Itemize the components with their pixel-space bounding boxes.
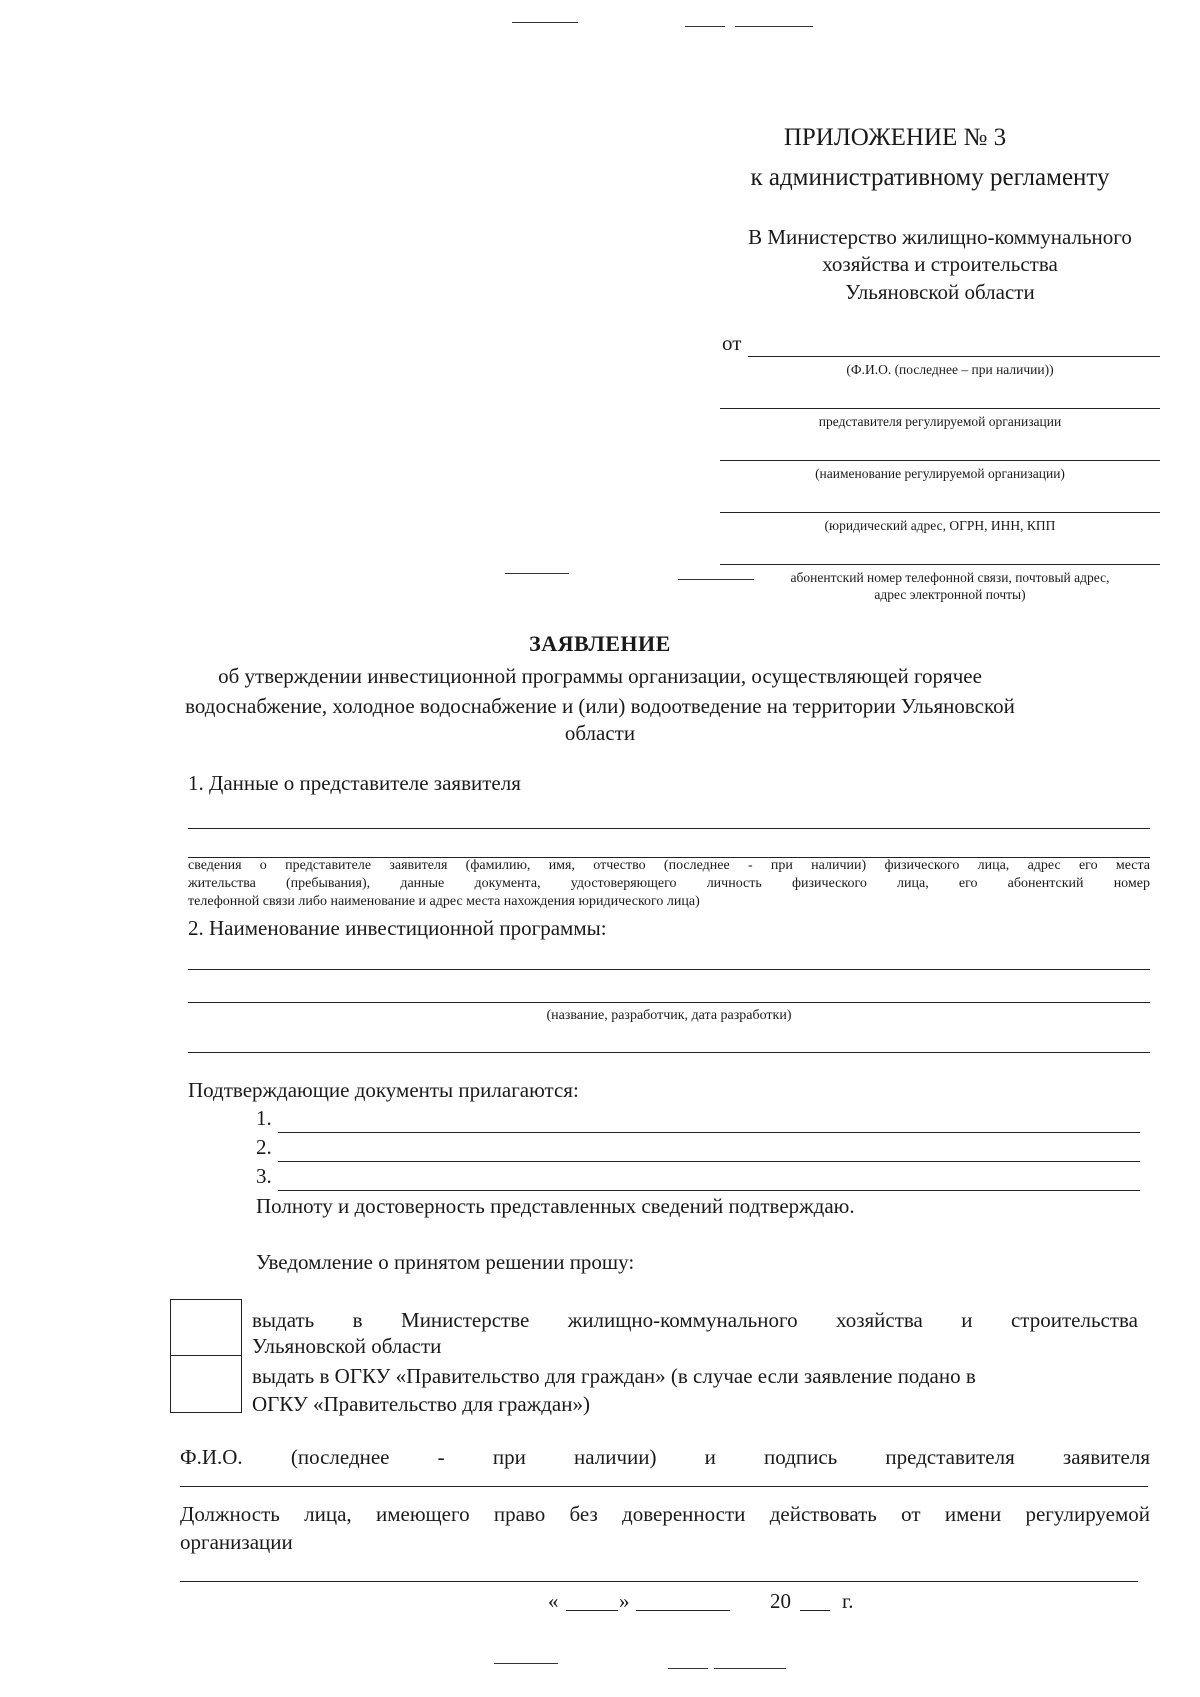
document-item-1-number: 1. — [256, 1106, 272, 1130]
notification-option2-line2: ОГКУ «Правительство для граждан») — [252, 1392, 590, 1416]
document-item-3-number: 3. — [256, 1164, 272, 1188]
notification-option2-checkbox[interactable] — [170, 1355, 242, 1413]
from-representative-field[interactable] — [720, 408, 1160, 409]
document-item-3-field[interactable] — [278, 1190, 1140, 1191]
document-subtitle-2: водоснабжение, холодное водоснабжение и (или) водоотведение на территории Ульяновской — [185, 694, 1015, 718]
hint-fio: (Ф.И.О. (последнее – при наличии)) — [846, 362, 1054, 377]
section2-field-2[interactable] — [188, 1002, 1150, 1003]
document-item-2-field[interactable] — [278, 1161, 1140, 1162]
documents-label: Подтверждающие документы прилагаются: — [188, 1078, 579, 1102]
hint-legal-address: (юридический адрес, ОГРН, ИНН, КПП — [824, 518, 1056, 533]
date-day-field[interactable] — [566, 1610, 618, 1611]
hint-contacts-1: абонентский номер телефонной связи, почтовый адрес, — [790, 570, 1110, 585]
date-year-prefix: 20 — [770, 1589, 791, 1613]
from-legal-address-field[interactable] — [720, 512, 1160, 513]
section1-hint-2: жительства (пребывания), данные документа, удостоверяющего личность физического лица, его абонентский номер — [188, 876, 1150, 891]
scan-mark-mid-1 — [505, 573, 569, 574]
section1-label: 1. Данные о представителе заявителя — [188, 771, 521, 795]
notification-option2-line1: выдать в ОГКУ «Правительство для граждан» (в случае если заявление подано в — [252, 1364, 976, 1388]
notification-option1-line2: Ульяновской области — [252, 1334, 442, 1358]
document-subtitle-1: об утверждении инвестиционной программы организации, осуществляющей горячее — [218, 664, 982, 688]
section2-hint: (название, разработчик, дата разработки) — [546, 1008, 792, 1023]
section1-field-1[interactable] — [188, 828, 1150, 829]
appendix-title: ПРИЛОЖЕНИЕ № 3 — [783, 124, 1007, 151]
date-open-quote: « — [548, 1589, 559, 1613]
section1-hint-1: сведения о представителе заявителя (фамилию, имя, отчество (последнее - при наличии) физического лица, адрес его места — [188, 858, 1150, 873]
hint-contacts-2: адрес электронной почты) — [874, 587, 1026, 602]
addressee-line2: хозяйства и строительства — [822, 252, 1058, 276]
from-fio-field[interactable] — [748, 356, 1160, 357]
section2-field-3[interactable] — [188, 1052, 1150, 1053]
document-subtitle-3: области — [564, 721, 636, 745]
scan-mark-bottom-3 — [714, 1668, 786, 1669]
from-prefix: от — [722, 331, 742, 355]
addressee-line1: В Министерство жилищно-коммунального — [748, 225, 1132, 249]
signature-field[interactable] — [180, 1486, 1148, 1487]
date-year-suffix: г. — [842, 1589, 854, 1613]
from-org-name-field[interactable] — [720, 460, 1160, 461]
scan-mark-top-3 — [735, 26, 813, 27]
signature-position-line1: Должность лица, имеющего право без доверенности действовать от имени регулируемой — [180, 1502, 1150, 1526]
addressee-line3: Ульяновской области — [845, 280, 1035, 304]
scan-mark-bottom-2 — [668, 1668, 708, 1669]
document-heading: ЗАЯВЛЕНИЕ — [529, 631, 671, 656]
signature-position-line2: организации — [180, 1530, 293, 1554]
regulation-subtitle: к административному регламенту — [750, 164, 1110, 191]
signature-fio-label: Ф.И.О. (последнее - при наличии) и подпись представителя заявителя — [180, 1445, 1150, 1469]
hint-org-name: (наименование регулируемой организации) — [815, 466, 1065, 481]
scan-mark-top-1 — [512, 22, 578, 23]
scan-mark-bottom-1 — [494, 1663, 558, 1664]
notification-option1-line1: выдать в Министерстве жилищно-коммунального хозяйства и строительства — [252, 1308, 1138, 1332]
section2-field-1[interactable] — [188, 969, 1150, 970]
section1-hint-3: телефонной связи либо наименование и адрес места нахождения юридического лица) — [188, 894, 700, 909]
hint-representative: представителя регулируемой организации — [818, 414, 1062, 429]
notification-option1-checkbox[interactable] — [170, 1299, 242, 1357]
documents-confirm: Полноту и достоверность представленных сведений подтверждаю. — [256, 1194, 855, 1218]
from-contacts-field[interactable] — [720, 564, 1160, 565]
date-month-field[interactable] — [636, 1610, 730, 1611]
section2-label: 2. Наименование инвестиционной программы: — [188, 916, 607, 940]
notification-label: Уведомление о принятом решении прошу: — [256, 1250, 635, 1274]
date-year-field[interactable] — [800, 1610, 830, 1611]
document-item-2-number: 2. — [256, 1135, 272, 1159]
date-close-quote: » — [619, 1589, 630, 1613]
scan-mark-top-2 — [685, 26, 725, 27]
document-item-1-field[interactable] — [278, 1132, 1140, 1133]
position-field[interactable] — [180, 1581, 1138, 1582]
